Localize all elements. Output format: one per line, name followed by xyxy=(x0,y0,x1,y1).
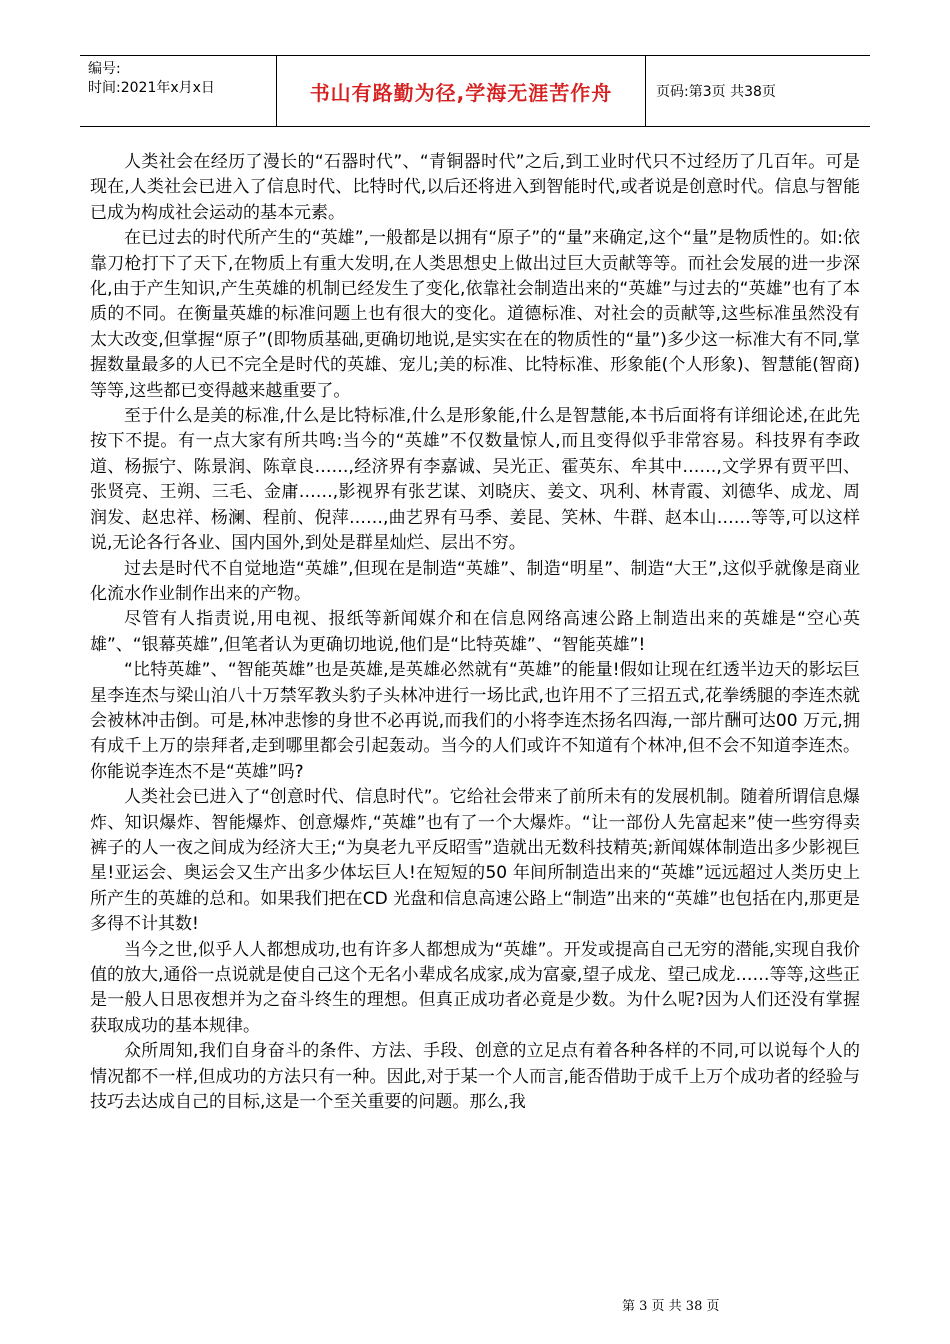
header-meta xyxy=(80,56,276,126)
header-page-number: 页码:第3页 共38页 xyxy=(656,84,776,100)
paragraph: 当今之世,似乎人人都想成功,也有许多人都想成为“英雄”。开发或提高自己无穷的潜能,实现自我价值的放大,通俗一点说就是使自己这个无名小辈成名成家,成为富豪,望子成龙、望己成龙……等等,这些正是一般人日思夜想并为之奋斗终生的理想。但真正成功者必竟是少数。为什么呢?因为人们还没有掌握获取成功的基本规律。 xyxy=(90,939,860,1036)
document-body xyxy=(90,150,860,1115)
paragraph: 众所周知,我们自身奋斗的条件、方法、手段、创意的立足点有着各种各样的不同,可以说每个人的情况都不一样,但成功的方法只有一种。因此,对于某一个人而言,能否借助于成千上万个成功者的经验与技巧去达成自己的目标,这是一个至关重要的问题。那么,我 xyxy=(90,1041,860,1113)
paragraph: 在已过去的时代所产生的“英雄”,一般都是以拥有“原子”的“量”来确定,这个“量”是物质性的。如:依靠刀枪打下了天下,在物质上有重大发明,在人类思想史上做出过巨大贡献等等。而社会发展的进一步深化,由于产生知识,产生英雄的机制已经发生了变化,依靠社会制造出来的“英雄”与过去的“英雄”也有了本质的不同。在衡量英雄的标准问题上也有很大的变化。道德标准、对社会的贡献等,这些标准虽然没有太大改变,但掌握“原子”(即物质基础,更确切地说,是实实在在的物质性的“量”)多少这一标准大有不同,掌握数量最多的人已不完全是时代的英雄、宠儿;美的标准、比特标准、形象能(个人形象)、智慧能(智商)等等,这些都已变得越来越重要了。 xyxy=(90,228,860,401)
document-time-label: 时间:2021年x月x日 xyxy=(88,80,215,96)
paragraph: 人类社会在经历了漫长的“石器时代”、“青铜器时代”之后,到工业时代只不过经历了几百年。可是现在,人类社会已进入了信息时代、比特时代,以后还将进入到智能时代,或者说是创意时代。信息与智能已成为构成社会运动的基本元素。 xyxy=(90,152,860,223)
paragraph: 尽管有人指责说,用电视、报纸等新闻媒介和在信息网络高速公路上制造出来的英雄是“空心英雄”、“银幕英雄”,但笔者认为更确切地说,他们是“比特英雄”、“智能英雄”! xyxy=(90,609,860,655)
paragraph: “比特英雄”、“智能英雄”也是英雄,是英雄必然就有“英雄”的能量!假如让现在红透半边天的影坛巨星李连杰与梁山泊八十万禁军教头豹子头林冲进行一场比武,也许用不了三招五式,花拳绣腿的李连杰就会被林冲击倒。可是,林冲悲惨的身世不必再说,而我们的小将李连杰扬名四海,一部片酬可达00 万元,拥有成千上万的崇拜者,走到哪里都会引起轰动。当今的人们或许不知道有个林冲,但不会不知道李连杰。你能说李连杰不是“英雄”吗? xyxy=(90,660,860,782)
paragraph: 人类社会已进入了“创意时代、信息时代”。它给社会带来了前所未有的发展机制。随着所谓信息爆炸、知识爆炸、智能爆炸、创意爆炸,“英雄”也有了一个大爆炸。“让一部份人先富起来”使一些穷得卖裤子的人一夜之间成为经济大王;“为臭老九平反昭雪”造就出无数科技精英;新闻媒体制造出多少影视巨星!亚运会、奥运会又生产出多少体坛巨人!在短短的50 年间所制造出来的“英雄”远远超过人类历史上所产生的英雄的总和。如果我们把在CD 光盘和信息高速公路上“制造”出来的“英雄”也包括在内,那更是多得不计其数! xyxy=(90,787,860,935)
header-motto: 书山有路勤为径,学海无涯苦作舟 xyxy=(276,56,646,126)
footer-page-number: 第 3 页 共 38 页 xyxy=(622,1299,720,1314)
page-header xyxy=(80,55,870,127)
document-number-label: 编号: xyxy=(88,61,121,77)
paragraph: 过去是时代不自觉地造“英雄”,但现在是制造“英雄”、制造“明星”、制造“大王”,这似乎就像是商业化流水作业制作出来的产物。 xyxy=(90,558,860,604)
paragraph: 至于什么是美的标准,什么是比特标准,什么是形象能,什么是智慧能,本书后面将有详细论述,在此先按下不提。有一点大家有所共鸣:当今的“英雄”不仅数量惊人,而且变得似乎非常容易。科技界有李政道、杨振宁、陈景润、陈章良……,经济界有李嘉诚、吴光正、霍英东、牟其中……,文学界有贾平凹、张贤亮、王朔、三毛、金庸……,影视界有张艺谋、刘晓庆、姜文、巩利、林青霞、刘德华、成龙、周润发、赵忠祥、杨澜、程前、倪萍……,曲艺界有马季、姜昆、笑林、牛群、赵本山……等等,可以这样说,无论各行各业、国内国外,到处是群星灿烂、层出不穷。 xyxy=(90,406,860,554)
